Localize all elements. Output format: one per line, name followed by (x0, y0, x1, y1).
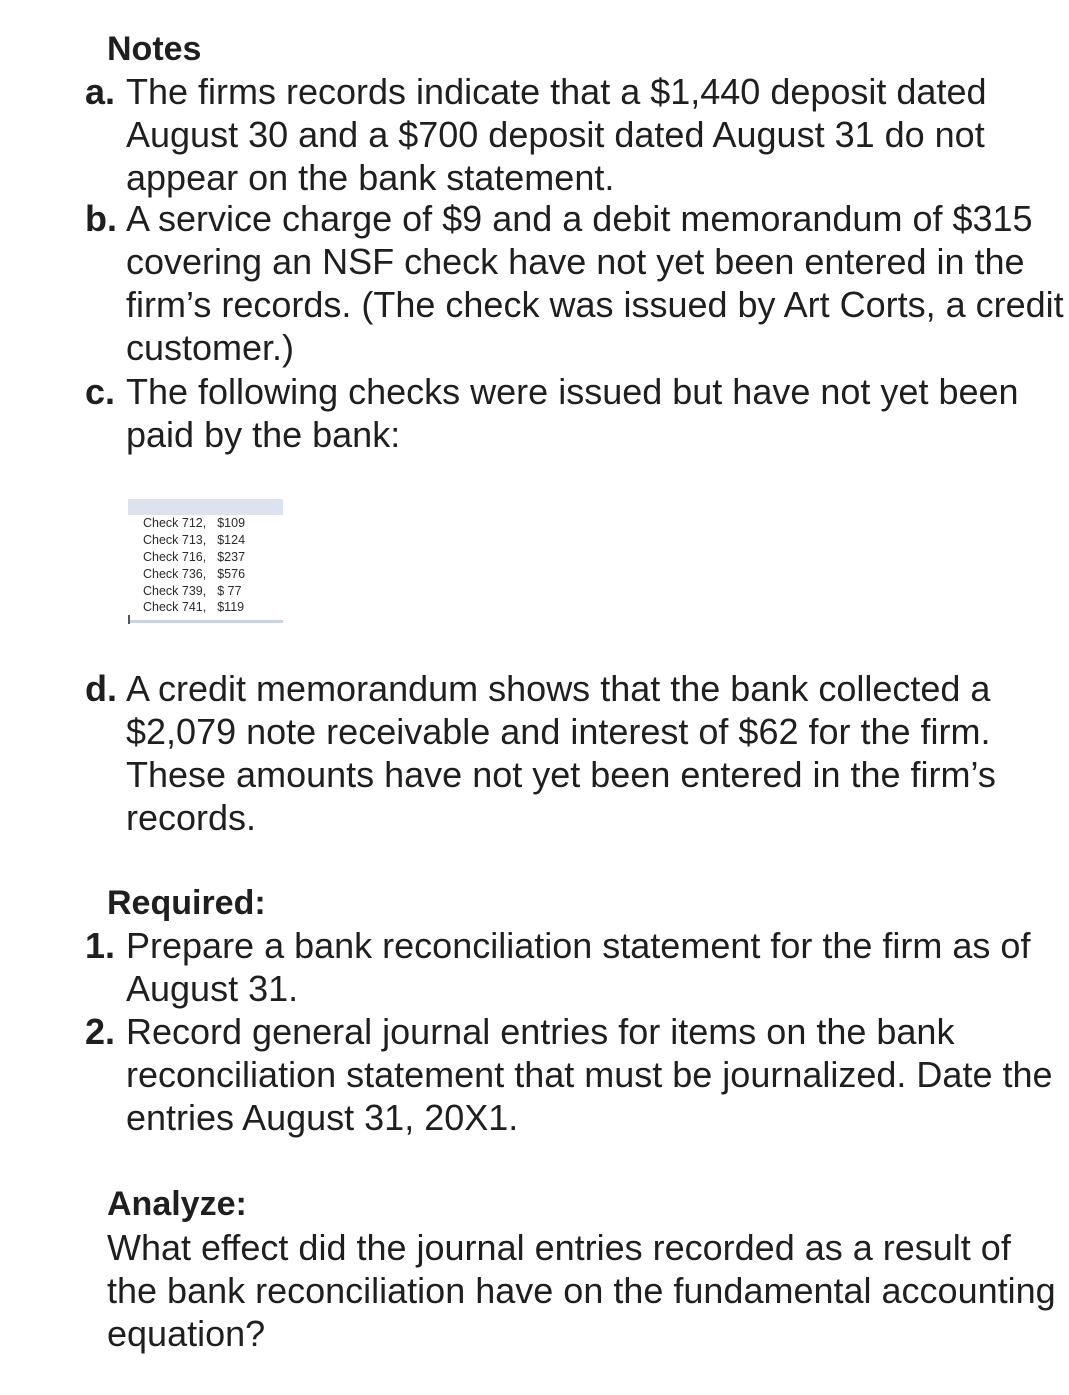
required-item-1 (85, 924, 1065, 1010)
analyze-question: What effect did the journal entries recorded as a result of the bank reconciliation have on the fundamental accounting equation? (107, 1227, 1056, 1354)
check-row (143, 582, 245, 599)
note-text-a: The firms records indicate that a $1,440 deposit dated August 30 and a $700 deposit dated August 31 do not appear on the bank statement. (126, 71, 987, 198)
check-amount: $119 (217, 600, 245, 615)
notes-heading: Notes (107, 30, 202, 68)
required-item-2 (85, 1010, 1065, 1139)
note-text-b: A service charge of $9 and a debit memorandum of $315 covering an NSF check have not yet been entered in the firm’s records. (The check was issued by Art Corts, a credit customer.) (126, 198, 1064, 368)
check-label: Check 712, (143, 516, 207, 531)
check-amount: $237 (217, 549, 246, 564)
required-text-1: Prepare a bank reconciliation statement for the firm as of August 31. (126, 925, 1031, 1009)
check-amount: $576 (217, 566, 246, 581)
note-item-c (85, 370, 1065, 456)
check-label: Check 741, (143, 600, 207, 615)
check-amount: $109 (217, 516, 246, 531)
check-row (143, 549, 245, 566)
check-row (143, 515, 245, 532)
outstanding-checks-table (128, 499, 283, 623)
check-row (143, 532, 245, 549)
note-text-c: The following checks were issued but have not yet been paid by the bank: (126, 371, 1019, 455)
check-label: Check 739, (143, 583, 207, 598)
check-row (143, 565, 245, 582)
note-marker-a: a. (85, 71, 116, 112)
note-item-b (85, 197, 1065, 369)
analyze-heading: Analyze: (107, 1185, 247, 1223)
check-row (143, 599, 245, 616)
required-marker-1: 1. (85, 925, 116, 966)
check-label: Check 713, (143, 533, 207, 548)
check-amount: $ 77 (217, 583, 242, 598)
note-item-a (85, 70, 1065, 199)
note-text-d: A credit memorandum shows that the bank collected a $2,079 note receivable and interest of $62 for the firm. These amounts have not yet been entered in the firm’s records. (126, 668, 996, 838)
note-item-d (85, 667, 1065, 839)
check-label: Check 736, (143, 566, 207, 581)
note-marker-d: d. (85, 668, 117, 709)
required-text-2: Record general journal entries for items on the bank reconciliation statement that must be journalized. Date the entries August 31, 20X1. (126, 1011, 1053, 1138)
check-label: Check 716, (143, 549, 207, 564)
check-amount: $124 (217, 533, 246, 548)
note-marker-c: c. (85, 371, 116, 412)
required-marker-2: 2. (85, 1011, 116, 1052)
required-heading: Required: (107, 884, 266, 922)
note-marker-b: b. (85, 198, 117, 239)
table-corner-mark (128, 615, 130, 624)
